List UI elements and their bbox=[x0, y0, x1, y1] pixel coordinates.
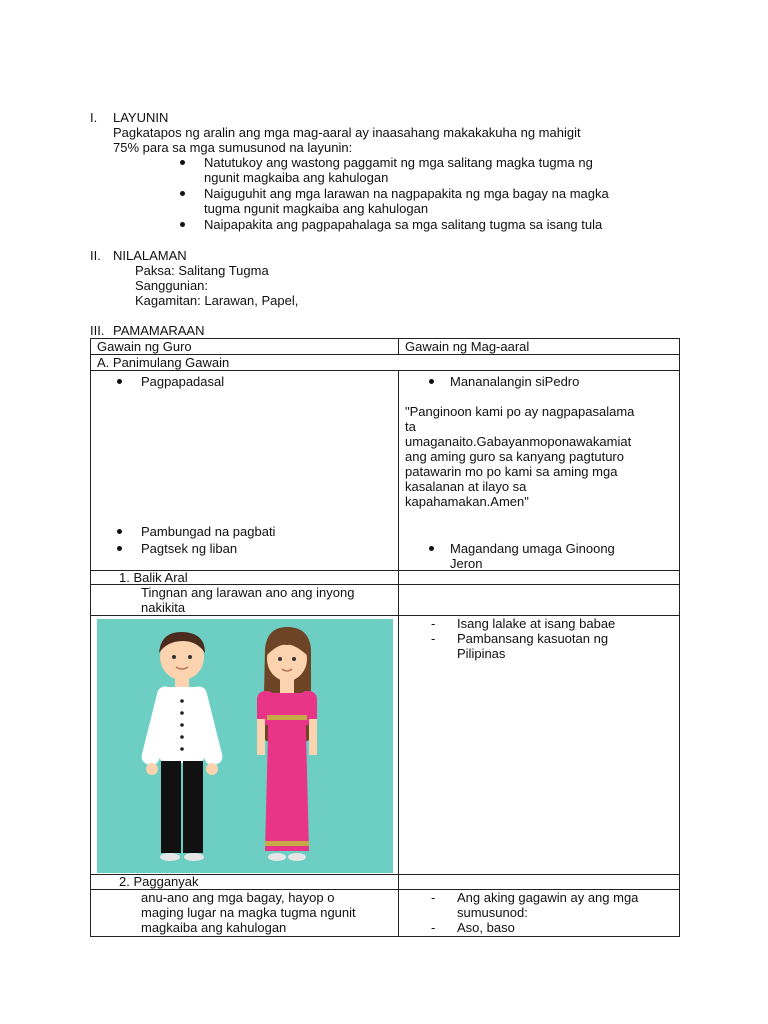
table-row bbox=[91, 585, 680, 616]
answer-text: Isang lalake at isang babae bbox=[457, 616, 616, 631]
paksa-text: Paksa: Salitang Tugma bbox=[135, 263, 269, 278]
bullet-icon bbox=[429, 379, 434, 384]
table-header-row bbox=[91, 339, 680, 355]
answer-dash: - bbox=[431, 920, 436, 935]
anuano-question: anu-ano ang mga bagay, hayop o bbox=[141, 890, 335, 905]
mag-mananalangin: Mananalangin siPedro bbox=[450, 374, 580, 389]
anuano-question: maging lugar na magka tugma ngunit bbox=[141, 905, 356, 920]
objective-item bbox=[204, 155, 593, 185]
bullet-icon bbox=[429, 546, 434, 551]
guro-cell bbox=[91, 890, 399, 937]
guro-cell bbox=[91, 571, 399, 585]
bullet-icon bbox=[117, 379, 122, 384]
layunin-intro-line: 75% para sa mga sumusunod na layunin: bbox=[113, 140, 353, 155]
objective-text: Naiguguhit ang mga larawan na nagpapakita ng mga bagay na magka bbox=[204, 186, 609, 201]
table-row bbox=[91, 890, 680, 937]
bullet-icon bbox=[180, 222, 185, 227]
prayer-line: ta bbox=[405, 419, 416, 434]
guro-cell bbox=[91, 371, 399, 571]
anuano-question: magkaiba ang kahulogan bbox=[141, 920, 287, 935]
objective-text: ngunit magkaiba ang kahulogan bbox=[204, 170, 389, 185]
filipino-costume-picture bbox=[97, 619, 393, 873]
objective-text: Naipapakita ang pagpapahalaga sa mga salitang tugma sa isang tula bbox=[204, 217, 603, 232]
answer-text: Pambansang kasuotan ng bbox=[457, 631, 609, 646]
guro-cell bbox=[91, 875, 399, 890]
bullet-icon bbox=[117, 529, 122, 534]
column-header-guro: Gawain ng Guro bbox=[91, 339, 399, 355]
mag-aaral-cell bbox=[399, 890, 680, 937]
tingnan-instruction: nakikita bbox=[141, 600, 186, 615]
mag-aaral-cell bbox=[399, 875, 680, 890]
column-header-mag-aaral: Gawain ng Mag-aaral bbox=[399, 339, 680, 355]
prayer-line: patawarin mo po kami sa aming mga bbox=[405, 464, 618, 479]
table-row bbox=[91, 616, 680, 875]
picture-background bbox=[97, 619, 393, 873]
guro-pambungad: Pambungad na pagbati bbox=[141, 524, 276, 539]
answer-text: sumusunod: bbox=[457, 905, 528, 920]
pagganyak-heading: 2. Pagganyak bbox=[119, 874, 199, 889]
mag-bati: Jeron bbox=[450, 556, 483, 571]
table-row bbox=[91, 355, 680, 371]
tingnan-instruction: Tingnan ang larawan ano ang inyong bbox=[141, 585, 355, 600]
prayer-line: "Panginoon kami po ay nagpapasalama bbox=[405, 404, 635, 419]
section-number: III. bbox=[90, 323, 105, 338]
table-row bbox=[91, 371, 680, 571]
mag-aaral-cell bbox=[399, 585, 680, 616]
sanggunian-text: Sanggunian: bbox=[135, 278, 209, 293]
balik-aral-heading: 1. Balik Aral bbox=[119, 570, 188, 585]
layunin-intro-line: Pagkatapos ng aralin ang mga mag-aaral ay inaasahang makakakuha ng mahigit bbox=[113, 125, 581, 140]
section-title-pamamaraan: PAMAMARAAN bbox=[113, 323, 205, 338]
section-title-nilalaman: NILALAMAN bbox=[113, 248, 187, 263]
answer-text: Aso, baso bbox=[457, 920, 515, 935]
picture-cell bbox=[91, 616, 399, 875]
guro-pagpapadasal: Pagpapadasal bbox=[141, 374, 225, 389]
objective-text: Natutukoy ang wastong paggamit ng mga salitang magka tugma ng bbox=[204, 155, 593, 170]
mag-bati: Magandang umaga Ginoong bbox=[450, 541, 615, 556]
prayer-line: umaganaito.Gabayanmoponawakamiat bbox=[405, 434, 632, 449]
kagamitan-text: Kagamitan: Larawan, Papel, bbox=[135, 293, 299, 308]
objective-item bbox=[204, 217, 602, 232]
mag-aaral-cell bbox=[399, 616, 680, 875]
prayer-line: kapahamakan.Amen" bbox=[405, 494, 529, 509]
table-row bbox=[91, 571, 680, 585]
bullet-icon bbox=[180, 160, 185, 165]
guro-cell bbox=[91, 585, 399, 616]
guro-pagtsek: Pagtsek ng liban bbox=[141, 541, 238, 556]
objective-item bbox=[204, 186, 609, 216]
answer-dash: - bbox=[431, 631, 436, 646]
table-row bbox=[91, 875, 680, 890]
objective-text: tugma ngunit magkaiba ang kahulogan bbox=[204, 201, 429, 216]
bullet-icon bbox=[180, 191, 185, 196]
mag-aaral-cell bbox=[399, 371, 680, 571]
panimulang-gawain-heading: A. Panimulang Gawain bbox=[91, 355, 680, 371]
answer-text: Pilipinas bbox=[457, 646, 506, 661]
answer-dash: - bbox=[431, 616, 436, 631]
procedure-table bbox=[90, 338, 680, 937]
prayer-line: kasalanan at ilayo sa bbox=[405, 479, 527, 494]
section-title-layunin: LAYUNIN bbox=[113, 110, 169, 125]
prayer-line: ang aming guro sa kanyang pagtuturo bbox=[405, 449, 624, 464]
mag-aaral-cell bbox=[399, 571, 680, 585]
section-number: II. bbox=[90, 248, 101, 263]
section-number: I. bbox=[90, 110, 98, 125]
bullet-icon bbox=[117, 546, 122, 551]
answer-text: Ang aking gagawin ay ang mga bbox=[457, 890, 639, 905]
answer-dash: - bbox=[431, 890, 436, 905]
